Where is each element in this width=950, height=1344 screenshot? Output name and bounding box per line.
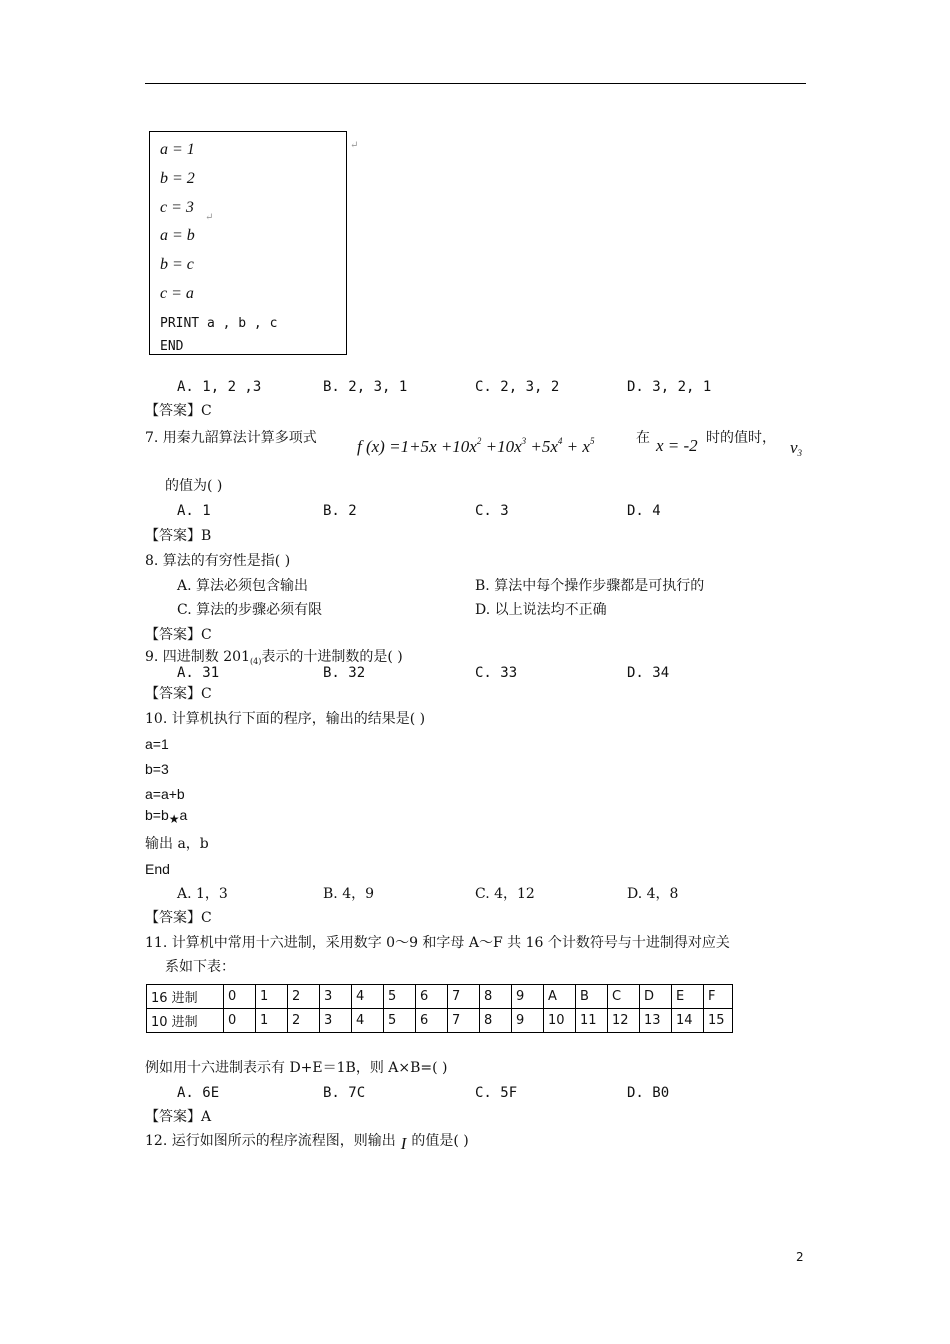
q7-v3: $v_3$: [790, 438, 803, 458]
q10-stem: 10. 计算机执行下面的程序，输出的结果是( ): [145, 711, 426, 727]
q11-answer: 【答案】A: [145, 1109, 212, 1125]
q7-option-c: C. 3: [475, 503, 509, 519]
q7-formula: f $(x) =1+5x +10x^2 +10x^3 +5x^4 + x^5$: [357, 436, 595, 456]
q11-option-b: B. 7C: [323, 1085, 366, 1101]
q10-option-d: D. 4，8: [627, 886, 679, 902]
table-header-cell: 16 进制: [147, 985, 224, 1009]
table-cell: 13: [640, 1009, 672, 1033]
table-cell: A: [544, 985, 576, 1009]
q6-option-b: B. 2, 3, 1: [323, 379, 408, 395]
q7-option-b: B. 2: [323, 503, 357, 519]
table-cell: 10: [544, 1009, 576, 1033]
q11-option-c: C. 5F: [475, 1085, 518, 1101]
header-rule: [145, 83, 806, 84]
q10-option-c: C. 4，12: [475, 886, 535, 902]
table-cell: 3: [320, 985, 352, 1009]
q10-option-b: B. 4，9: [323, 886, 375, 902]
q10-code-line: a=1: [145, 736, 169, 752]
table-cell: 3: [320, 1009, 352, 1033]
table-cell: 0: [224, 1009, 256, 1033]
q9-option-d: D. 34: [627, 665, 670, 681]
q8-answer: 【答案】C: [145, 627, 212, 643]
table-cell: 6: [416, 1009, 448, 1033]
q10-code-line: b=b★a: [145, 807, 188, 826]
table-cell: 1: [256, 1009, 288, 1033]
table-header-cell: 10 进制: [147, 1009, 224, 1033]
q10-code-line: 输出 a，b: [145, 836, 209, 852]
q6-option-a: A. 1, 2 ,3: [177, 379, 262, 395]
q6-option-d: D. 3, 2, 1: [627, 379, 712, 395]
code-line: b = c: [160, 256, 194, 273]
table-cell: 2: [288, 1009, 320, 1033]
q8-option-c: C. 算法的步骤必须有限: [177, 602, 323, 618]
q11-option-a: A. 6E: [177, 1085, 220, 1101]
q6-answer: 【答案】C: [145, 403, 212, 419]
table-cell: 8: [480, 985, 512, 1009]
table-cell: 15: [704, 1009, 733, 1033]
table-cell: 11: [576, 1009, 608, 1033]
table-cell: 8: [480, 1009, 512, 1033]
q6-option-c: C. 2, 3, 2: [475, 379, 560, 395]
q10-code-line: b=3: [145, 761, 169, 777]
q9-option-a: A. 31: [177, 665, 220, 681]
q7-mid: 在: [636, 430, 650, 446]
code-line: END: [160, 339, 184, 354]
q11-example: 例如用十六进制表示有 D+E＝1B，则 A×B=( ): [145, 1060, 448, 1076]
q9-stem: 9. 四进制数 $201_{(4)}$表示的十进制数的是( ): [145, 649, 403, 666]
q8-option-a: A. 算法必须包含输出: [177, 578, 309, 594]
q8-stem: 8. 算法的有穷性是指( ): [145, 553, 291, 569]
return-mark-icon: ↵: [205, 212, 214, 223]
table-cell: 1: [256, 985, 288, 1009]
star-icon: ★: [168, 812, 180, 826]
q10-answer: 【答案】C: [145, 910, 212, 926]
q9-option-b: B. 32: [323, 665, 366, 681]
code-line: a = 1: [160, 141, 195, 158]
table-cell: 7: [448, 985, 480, 1009]
q10-code-line: End: [145, 861, 170, 877]
table-cell: 5: [384, 1009, 416, 1033]
q8-option-d: D. 以上说法均不正确: [475, 602, 607, 618]
code-line: a = b: [160, 227, 195, 244]
table-cell: 4: [352, 985, 384, 1009]
q8-option-b: B. 算法中每个操作步骤都是可执行的: [475, 578, 705, 594]
q12-stem: 12. 运行如图所示的程序流程图，则输出 I 的值是( ): [145, 1133, 469, 1153]
q7-option-a: A. 1: [177, 503, 211, 519]
table-cell: 9: [512, 985, 544, 1009]
code-line: c = 3: [160, 199, 194, 216]
table-cell: 7: [448, 1009, 480, 1033]
q9-answer: 【答案】C: [145, 686, 212, 702]
q11-stem-line2: 系如下表：: [165, 959, 235, 975]
table-cell: 14: [672, 1009, 704, 1033]
return-mark-icon: ↵: [350, 140, 359, 151]
q7-condition: x = -2: [656, 436, 698, 455]
table-cell: E: [672, 985, 704, 1009]
table-row: [147, 1009, 733, 1033]
q7-option-d: D. 4: [627, 503, 661, 519]
code-box: [149, 131, 347, 355]
page-number: 2: [796, 1250, 804, 1264]
q7-line2: 的值为( ): [165, 478, 223, 494]
table-cell: 2: [288, 985, 320, 1009]
q10-code-line: a=a+b: [145, 786, 185, 802]
table-cell: 0: [224, 985, 256, 1009]
q11-stem-line1: 11. 计算机中常用十六进制，采用数字 0～9 和字母 A～F 共 16 个计数符号与十进制得对应关: [145, 935, 730, 951]
hex-table: [146, 984, 733, 1033]
table-cell: B: [576, 985, 608, 1009]
table-cell: 4: [352, 1009, 384, 1033]
table-cell: D: [640, 985, 672, 1009]
code-line: b = 2: [160, 170, 195, 187]
table-cell: 5: [384, 985, 416, 1009]
table-cell: 9: [512, 1009, 544, 1033]
q9-option-c: C. 33: [475, 665, 518, 681]
code-line: PRINT a , b , c: [160, 316, 278, 331]
q10-option-a: A. 1，3: [177, 886, 228, 902]
q7-prefix: 7. 用秦九韶算法计算多项式: [145, 430, 317, 446]
q7-answer: 【答案】B: [145, 528, 212, 544]
code-line: c = a: [160, 285, 194, 302]
table-cell: F: [704, 985, 733, 1009]
table-row: [147, 985, 733, 1009]
q11-option-d: D. B0: [627, 1085, 670, 1101]
table-cell: 6: [416, 985, 448, 1009]
table-cell: 12: [608, 1009, 640, 1033]
table-cell: C: [608, 985, 640, 1009]
q7-suffix: 时的值时，: [706, 430, 776, 446]
